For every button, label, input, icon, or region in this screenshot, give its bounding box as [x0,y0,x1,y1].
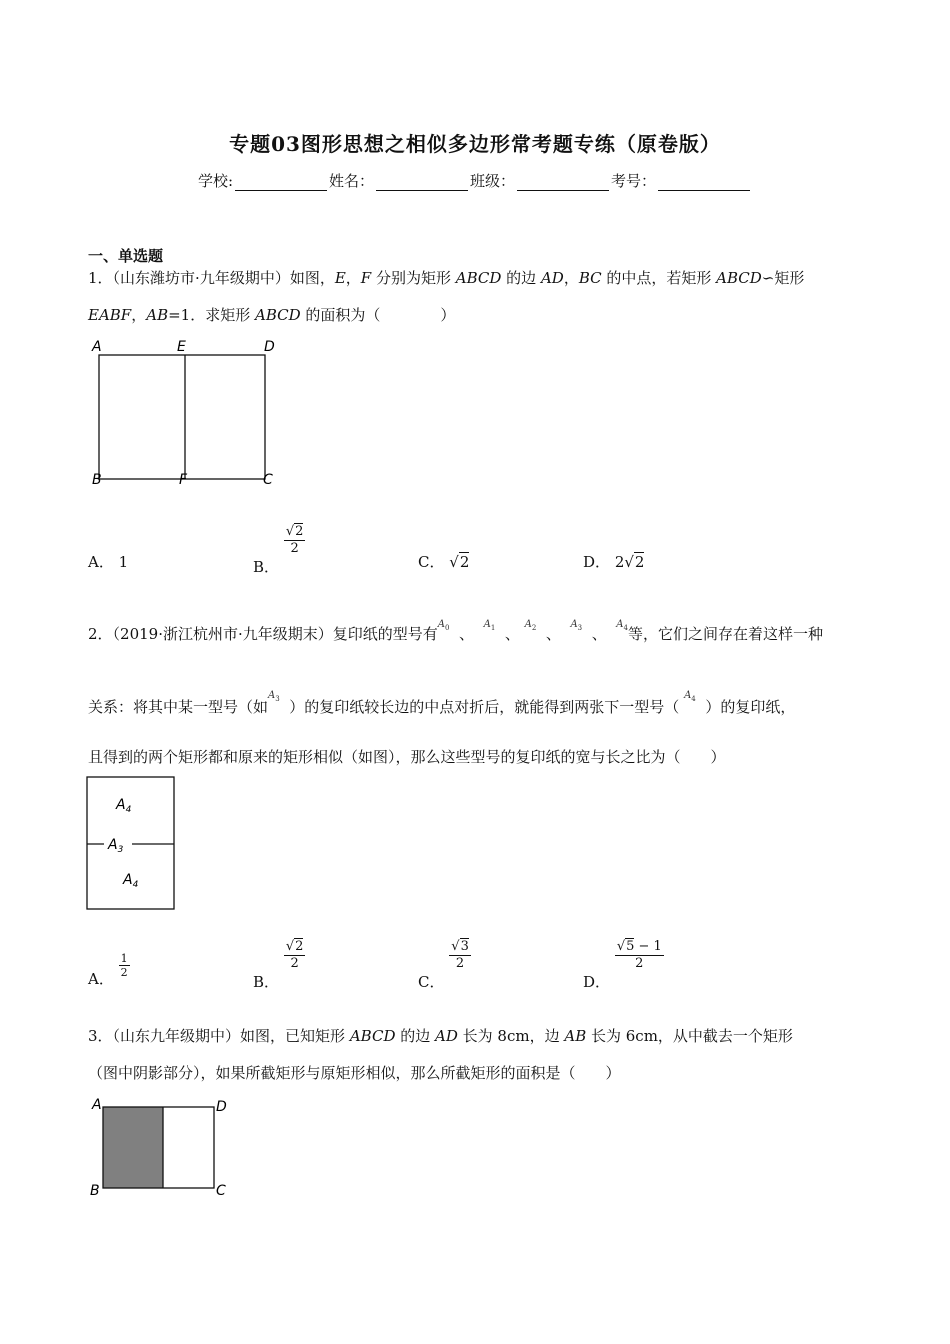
q2-text: ）的复印纸较长边的中点对折后，就能得到两张下一型号（ [289,698,680,716]
q1-line2 [88,305,455,325]
q1-label-b: B [92,472,102,488]
radicand: 2 [295,939,304,954]
numerator-tail: − 1 [634,939,662,954]
paper-a3-inline [268,690,280,701]
q2-rect-a3 [87,777,174,909]
q2-number: 2． [88,625,113,643]
q1-rect-abcd [99,355,265,479]
fraction [119,952,130,979]
paper-sub: 0 [445,624,450,632]
fraction [284,939,306,972]
q3-label-b: B [90,1183,100,1199]
option-label: B． [253,972,280,991]
option-label: B． [253,557,280,576]
q2-label-mid [107,837,124,855]
q2-text: （2019·浙江杭州市·九年级期末）复印纸的型号有 [112,625,438,643]
q1-text: 分别为矩形 [371,269,456,287]
fraction [615,939,664,972]
option-label: A． [88,969,114,988]
numerator: 1 [120,952,128,965]
q3-line2: （图中阴影部分），如果所截矩形与原矩形相似，那么所截矩形的面积是（ ） [88,1064,621,1082]
paper-letter: A [268,690,276,701]
sqrt-symbol: √5 [616,939,635,954]
denominator: 2 [120,966,128,979]
q2-line2 [88,690,796,723]
sqrt-symbol: √2 [449,553,470,571]
paper-sub: 2 [531,624,537,632]
paper-sub: 3 [275,695,280,703]
label-letter: A [123,872,133,888]
paper-sub: 4 [691,695,696,703]
paper-a4 [616,619,628,630]
q2-option-a[interactable] [88,952,130,988]
q1-var: AB [146,306,169,324]
paper-letter: A [684,690,692,701]
radicand: 5 [626,939,635,954]
page-title: 专题03图形思想之相似多边形常考题专练（原卷版） [229,132,721,156]
q2-label-bot [122,872,139,890]
q1-text: ， [563,269,579,287]
q2-text: 等，它们之间存在着这样一种 [627,625,823,643]
q1-var: F [360,269,372,287]
option-label: C． [418,553,445,571]
sqrt-symbol: √3 [451,939,469,954]
q3-text: 长为 8cm，边 [457,1027,565,1045]
student-info-line [0,170,950,191]
sqrt-symbol: √2 [285,939,304,954]
q1-text: 的面积为（ ） [300,306,456,324]
q1-text: 的边 [501,269,541,287]
q1-label-c: C [263,472,273,488]
paper-a4-inline [684,690,696,701]
section-title: 一、单选题 [88,247,164,265]
q3-label-c: C [216,1183,226,1199]
label-sub: 4 [125,805,132,815]
q1-var: ABCD [254,306,301,324]
q3-var: ABCD [349,1027,396,1045]
q2-text: 、 [591,625,607,643]
paper-a0 [438,619,450,630]
option-label: D． [583,553,611,571]
label-letter: A [116,797,126,813]
paper-a3 [570,619,582,630]
denominator: 2 [635,956,644,971]
radicand: 2 [295,524,304,539]
option-value: 1 [118,553,129,571]
q1-var: ABCD [716,269,762,287]
q1-line1 [88,268,804,288]
q3-line1 [88,1026,793,1046]
paper-sub: 1 [490,624,496,632]
name-blank [376,175,468,191]
q3-label-d: D [216,1099,227,1115]
q1-option-a[interactable] [88,551,128,572]
paper-letter: A [483,619,491,630]
q2-figure [80,775,180,915]
school-blank [235,175,327,191]
q3-text: 的边 [395,1027,436,1045]
radicand: 2 [459,553,470,571]
name-label: 姓名： [329,172,375,190]
q2-line3: 且得到的两个矩形都和原来的矩形相似（如图），那么这些型号的复印纸的宽与长之比为（ ） [88,748,726,766]
option-label: A． [88,553,114,571]
exam-no-blank [658,175,750,191]
q1-text: ， [345,269,361,287]
q1-label-f: F [179,472,188,488]
q2-text: 、 [545,625,561,643]
paper-a1 [484,619,496,630]
paper-sub: 4 [623,624,628,632]
denominator: 2 [290,956,299,971]
label-sub: 3 [117,845,124,855]
q1-var: BC [578,269,602,287]
q3-figure [86,1093,236,1203]
q3-label-a: A [92,1097,102,1113]
q2-label-top [115,797,132,815]
q1-label-a: A [92,339,102,355]
paper-letter: A [524,619,532,630]
coefficient: 2 [614,553,625,571]
q3-text: 长为 6cm，从中截去一个矩形 [586,1027,793,1045]
paper-a2 [525,619,537,630]
option-label: D． [583,972,611,991]
paper-sub: 3 [577,624,583,632]
sqrt-symbol: √2 [285,524,304,539]
option-label: C． [418,972,445,991]
q3-number: 3． [88,1027,113,1045]
label-sub: 4 [132,880,139,890]
denominator: 2 [455,956,465,971]
q2-text: ）的复印纸， [705,698,796,716]
q1-option-c[interactable] [418,551,469,572]
paper-letter: A [570,619,578,630]
q1-text: ， [131,306,147,324]
q2-line1 [88,619,823,650]
label-letter: A [108,837,118,853]
class-blank [517,175,609,191]
q2-option-b[interactable] [253,939,305,991]
exam-no-label: 考号： [611,172,657,190]
q1-var: E [334,269,346,287]
q1-var: AD [540,269,564,287]
radicand: 3 [460,939,469,954]
q3-var: AB [564,1027,587,1045]
q1-text: （山东潍坊市·九年级期中）如图， [112,269,335,287]
paper-letter: A [437,619,445,630]
fraction [284,524,306,557]
q1-option-b[interactable] [253,524,305,576]
q1-var: ABCD [455,269,502,287]
q1-label-e: E [177,339,186,355]
q1-text: 的中点，若矩形 [601,269,717,287]
q1-text: =1．求矩形 [168,306,255,324]
q3-text: （山东九年级期中）如图，已知矩形 [112,1027,350,1045]
q1-text: ∽矩形 [761,269,805,287]
q1-var: EABF [88,306,132,324]
q1-label-d: D [264,339,275,355]
q2-option-c[interactable] [418,939,471,991]
class-label: 班级： [470,172,516,190]
q2-text: 、 [504,625,520,643]
denominator: 2 [290,541,299,556]
sqrt-symbol: √2 [624,553,645,571]
radicand: 2 [634,553,645,571]
q3-var: AD [435,1027,458,1045]
q2-option-d[interactable] [583,939,664,991]
q1-figure [86,334,286,494]
q1-number: 1． [88,269,113,287]
paper-letter: A [616,619,624,630]
school-label: 学校: [197,172,233,190]
q2-text: 、 [459,625,475,643]
fraction [449,939,471,972]
q2-text: 关系：将其中某一型号（如 [88,698,269,716]
q1-option-d[interactable] [583,551,644,572]
q3-shaded-rect [103,1107,163,1188]
